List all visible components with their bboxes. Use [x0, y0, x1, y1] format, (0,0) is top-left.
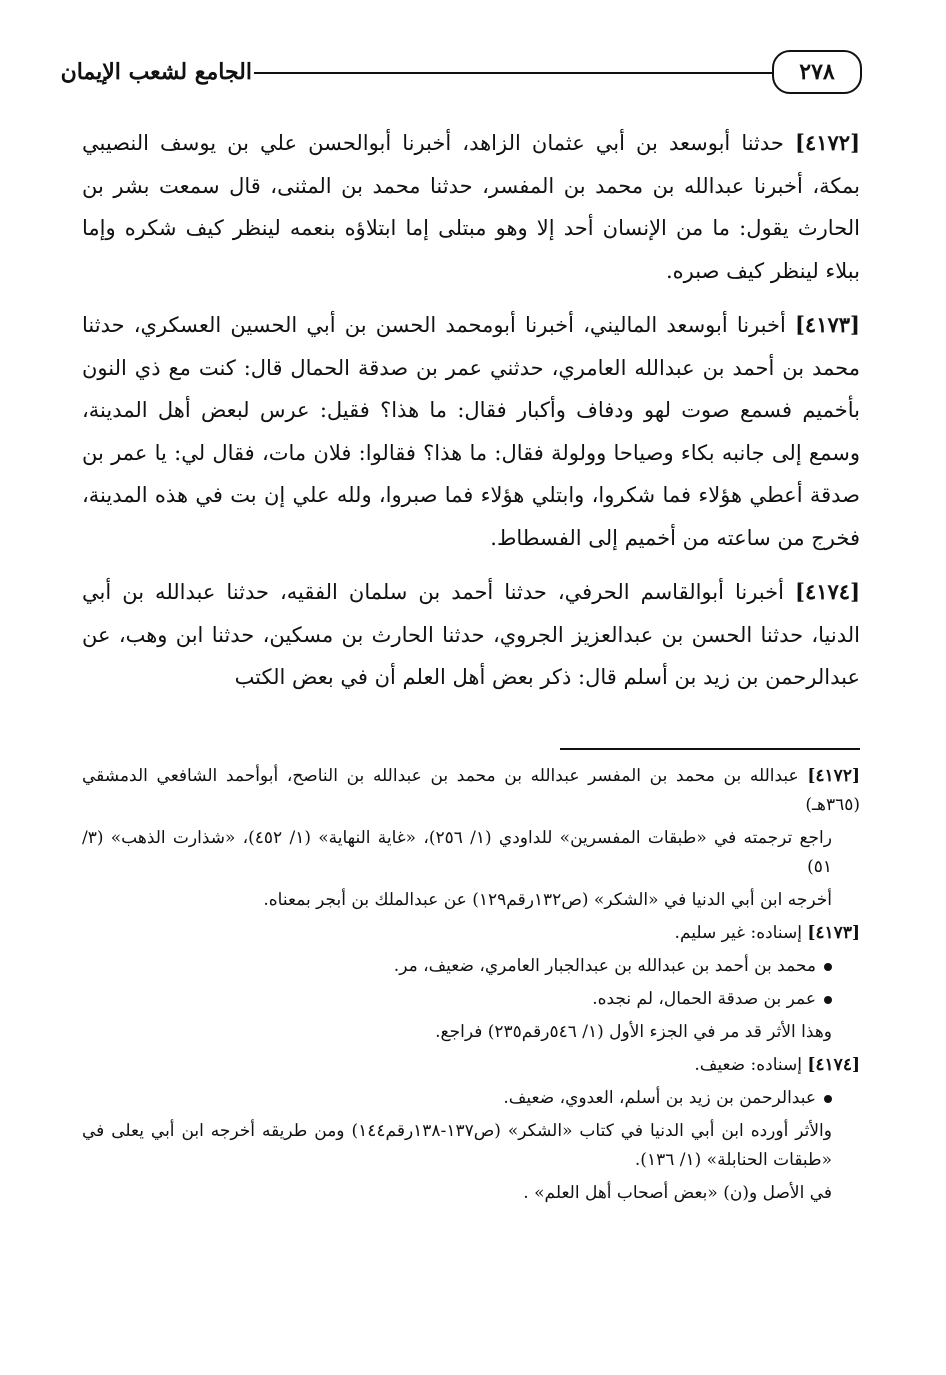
footnote-separator	[560, 748, 860, 750]
footnote-4172	[82, 762, 860, 820]
footnote-text: عبدالله بن محمد بن المفسر عبدالله بن محمد بن عبدالله بن الناصح، أبوأحمد الشافعي الدمشقي (٣٦٥هـ)	[82, 766, 860, 815]
hadith-text: أخبرنا أبوالقاسم الحرفي، حدثنا أحمد بن سلمان الفقيه، حدثنا عبدالله بن أبي الدنيا، حدثنا الحسن بن عبدالعزيز الجروي، حدثنا الحارث بن مسكين، حدثنا ابن وهب، عن عبدالرحمن بن زيد بن أسلم قال: ذكر بعض أهل العلم أن في بعض الكتب	[82, 580, 860, 689]
footnote-4173	[82, 919, 860, 948]
page-header	[60, 48, 862, 102]
bullet-text: محمد بن أحمد بن عبدالله بن عبدالجبار العامري، ضعيف، مر.	[393, 956, 816, 976]
page-number-badge: ٢٧٨	[772, 50, 862, 94]
footnote-takhrij: أخرجه ابن أبي الدنيا في «الشكر» (ص١٣٢رقم١٢٩) عن عبدالملك بن أبجر بمعناه.	[263, 890, 832, 910]
footnote-number: [٤١٧٤]	[807, 1055, 860, 1075]
bullet-icon	[824, 963, 832, 971]
footnote-bullet	[82, 1084, 832, 1113]
hadith-4173	[82, 304, 860, 559]
bullet-text: عبدالرحمن بن زيد بن أسلم، العدوي، ضعيف.	[503, 1088, 816, 1108]
main-text	[82, 122, 860, 711]
bullet-text: عمر بن صدقة الحمال، لم نجده.	[592, 989, 816, 1009]
footnotes	[82, 762, 860, 1212]
bullet-icon	[824, 996, 832, 1004]
footnote-note: وهذا الأثر قد مر في الجزء الأول (١/ ٥٤٦رقم٢٣٥) فراجع.	[435, 1022, 832, 1042]
hadith-text: أخبرنا أبوسعد الماليني، أخبرنا أبومحمد الحسن بن أبي الحسين العسكري، حدثنا محمد بن أحمد بن عبدالله العامري، حدثني عمر بن صدقة الحمال قال: كنت مع ذي النون بأخميم فسمع صوت لهو ودفاف وأكبار فقال: ما هذا؟ فقيل: عرس لبعض أهل المدينة، وسمع إلى جانبه بكاء وصياحا وولولة فقال: ما هذا؟ فقالوا: فلان مات، فقال لي: يا عمر بن صدقة أعطي هؤلاء فما شكروا، وابتلي هؤلاء فما صبروا، ولله علي إن بت في هذه المدينة، فخرج من ساعته من أخميم إلى الفسطاط.	[82, 313, 860, 550]
hadith-number: [٤١٧٣]	[794, 312, 860, 337]
bullet-icon	[824, 1095, 832, 1103]
footnote-bullet	[82, 952, 832, 981]
footnote-reference: راجع ترجمته في «طبقات المفسرين» للداودي (١/ ٢٥٦)، «غاية النهاية» (١/ ٤٥٢)، «شذارت الذهب» (٣/ ٥١)	[82, 828, 832, 877]
footnote-4174	[82, 1051, 860, 1080]
hadith-number: [٤١٧٤]	[795, 579, 860, 604]
book-title: الجامع لشعب الإيمان	[60, 59, 252, 85]
header-rule	[254, 72, 772, 74]
footnote-bullet	[82, 985, 832, 1014]
footnote-text: إسناده: ضعيف.	[694, 1055, 802, 1075]
hadith-number: [٤١٧٢]	[795, 130, 860, 155]
hadith-text: حدثنا أبوسعد بن أبي عثمان الزاهد، أخبرنا أبوالحسن علي بن يوسف النصيبي بمكة، أخبرنا عبدالله بن محمد بن المفسر، حدثنا محمد بن المثنى، قال سمعت بشر بن الحارث يقول: ما من الإنسان أحد إلا وهو مبتلى إما ابتلاؤه بنعمه لينظر كيف شكره وإما ببلاء لينظر كيف صبره.	[82, 131, 860, 283]
hadith-4172	[82, 122, 860, 292]
footnote-text: إسناده: غير سليم.	[674, 923, 802, 943]
footnote-takhrij: والأثر أورده ابن أبي الدنيا في كتاب «الشكر» (ص١٣٧-١٣٨رقم١٤٤) ومن طريقه أخرجه ابن أبي يعلى في «طبقات الحنابلة» (١/ ١٣٦).	[82, 1121, 832, 1170]
footnote-number: [٤١٧٢]	[807, 766, 860, 786]
hadith-4174	[82, 571, 860, 699]
footnote-note: في الأصل و(ن) «بعض أصحاب أهل العلم» .	[523, 1183, 832, 1203]
footnote-number: [٤١٧٣]	[807, 923, 860, 943]
